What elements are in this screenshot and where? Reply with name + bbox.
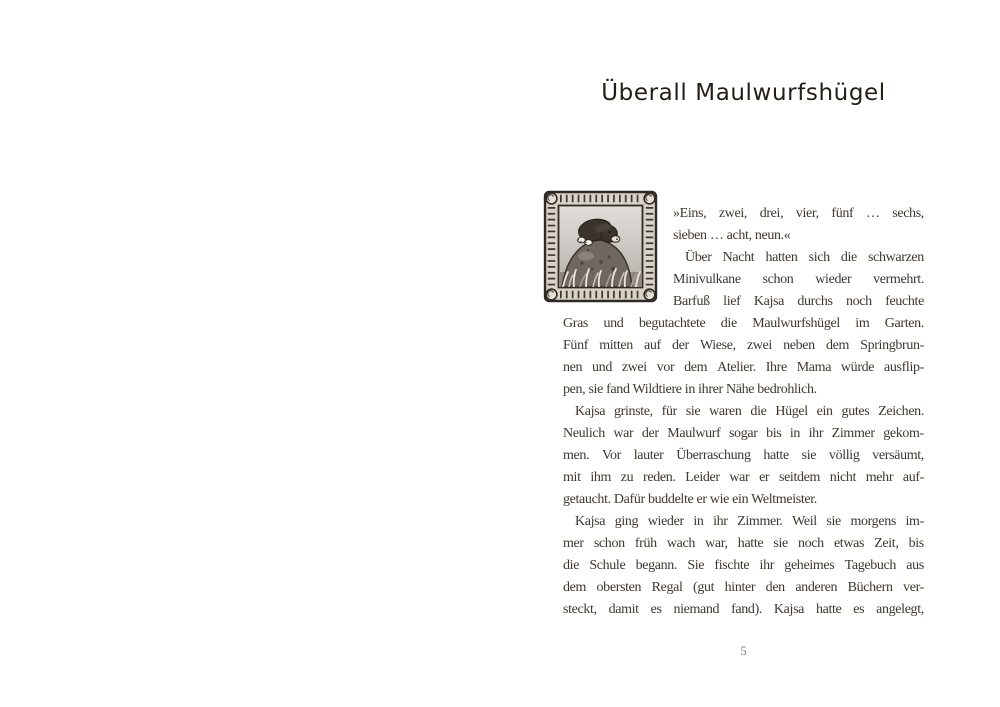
paragraph: [563, 511, 924, 621]
text-line: Kajsa ging wieder in ihr Zimmer. Weil sie morgens im-: [575, 514, 924, 529]
chapter-title: Überall Maulwurfshügel: [601, 80, 886, 106]
text-line: Über Nacht hatten sich die schwarzen: [685, 250, 924, 265]
text-line: steckt, damit es niemand fand). Kajsa hatte es angelegt,: [563, 602, 924, 617]
text-line: men. Vor lauter Überraschung hatte sie völlig versäumt,: [563, 448, 924, 463]
illustration-float-spacer: [563, 203, 659, 313]
text-line: Neulich war der Maulwurf sogar bis in ihr Zimmer gekom-: [563, 426, 924, 441]
text-line: Fünf mitten auf der Wiese, zwei neben dem Springbrun-: [563, 338, 924, 353]
body-text: [563, 203, 924, 621]
text-line: »Eins, zwei, drei, vier, fünf … sechs,: [673, 206, 924, 221]
text-line: mer schon früh wach war, hatte sie noch etwas Zeit, bis: [563, 536, 924, 551]
text-line: pen, sie fand Wildtiere in ihrer Nähe bedrohlich.: [563, 382, 817, 397]
text-line: dem obersten Regal (gut hinter den anderen Büchern ver-: [563, 580, 924, 595]
paragraph: [563, 401, 924, 511]
text-line: die Schule begann. Sie fischte ihr geheimes Tagebuch aus: [563, 558, 924, 573]
text-line: Barfuß lief Kajsa durchs noch feuchte: [673, 294, 924, 309]
text-line: mit ihm zu reden. Leider war er seitdem nicht mehr auf-: [563, 470, 924, 485]
text-line: sieben … acht, neun.«: [673, 228, 791, 243]
text-line: getaucht. Dafür buddelte er wie ein Weltmeister.: [563, 492, 817, 507]
text-line: Kajsa grinste, für sie waren die Hügel ein gutes Zeichen.: [575, 404, 924, 419]
text-line: Minivulkane schon wieder vermehrt.: [673, 272, 924, 287]
text-line: nen und zwei vor dem Atelier. Ihre Mama würde ausflip-: [563, 360, 924, 375]
text-line: Gras und begutachtete die Maulwurfshügel im Garten.: [563, 316, 924, 331]
page-number: 5: [740, 644, 747, 658]
